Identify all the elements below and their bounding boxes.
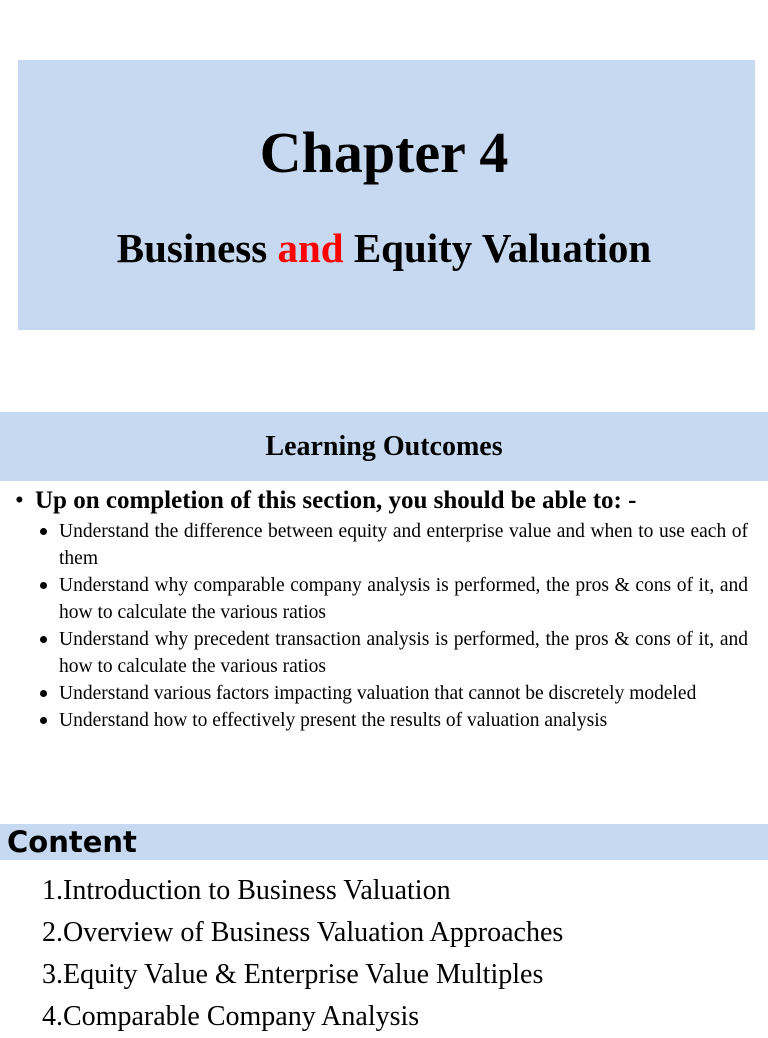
list-item [38,707,748,734]
title-slide-box [18,60,755,330]
learning-outcomes-heading: Learning Outcomes [265,431,503,462]
content-item: 3.Equity Value & Enterprise Value Multiples [42,959,544,990]
learning-outcomes-intro [15,485,636,517]
list-item [38,572,748,626]
bullet-dot-icon [40,690,47,697]
bullet-dot-icon [40,528,47,535]
content-heading: Content [7,825,137,859]
list-item-text: Understand why comparable company analysis is performed, the pros & cons of it, and how to calculate the various ratios [59,575,748,623]
list-item-text: Understand various factors impacting valuation that cannot be discretely modeled [59,683,697,704]
subtitle-part-1: Business [116,225,278,271]
content-item: 4.Comparable Company Analysis [42,1001,420,1032]
chapter-title: Chapter 4 [259,120,509,185]
list-item [38,680,748,707]
subtitle-accent-word: and [277,225,344,271]
list-item [38,518,748,572]
list-item [38,626,748,680]
list-item-text: Understand how to effectively present the results of valuation analysis [59,710,608,731]
bullet-dot-icon [40,582,47,589]
learning-outcomes-list [38,518,748,734]
content-item: 2.Overview of Business Valuation Approaches [42,917,564,948]
content-list [42,870,563,1038]
bullet-dot-icon [40,636,47,643]
subtitle-part-2: Equity Valuation [343,225,652,271]
list-item-text: Understand the difference between equity and enterprise value and when to use each of them [59,521,748,569]
bullet-icon: • [15,487,24,514]
content-item: 1.Introduction to Business Valuation [42,875,451,906]
bullet-dot-icon [40,717,47,724]
learning-outcomes-intro-text: Up on completion of this section, you should be able to: - [35,487,637,514]
chapter-subtitle [0,222,768,274]
list-item-text: Understand why precedent transaction analysis is performed, the pros & cons of it, and how to calculate the various ratios [59,629,748,677]
